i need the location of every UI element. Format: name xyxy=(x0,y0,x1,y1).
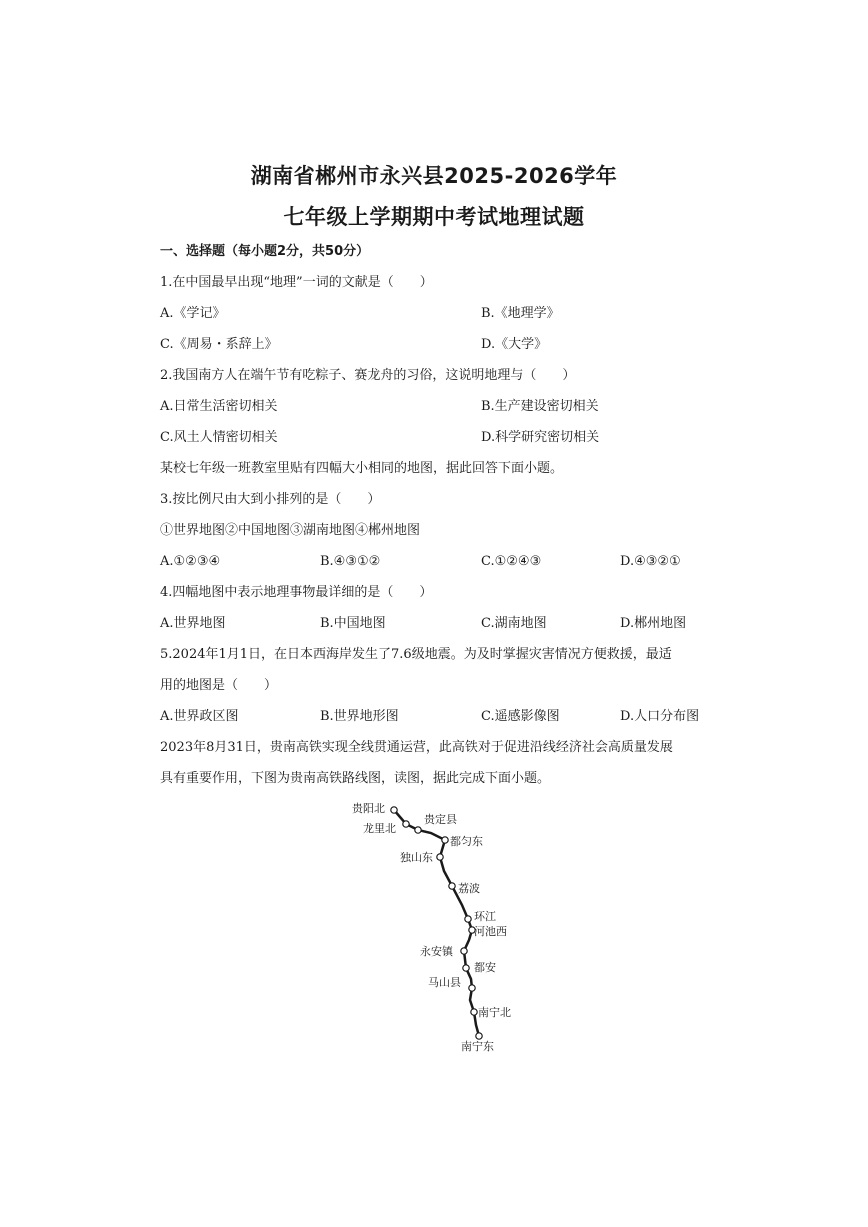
q5-option-c: C.遥感影像图 xyxy=(481,709,560,724)
q2-stem: 2.我国南方人在端午节有吃粽子、赛龙舟的习俗，这说明地理与（ ） xyxy=(160,368,576,383)
q3-option-c: C.①②④③ xyxy=(481,554,542,569)
q5-stem-line-2: 用的地图是（ ） xyxy=(160,678,278,693)
q2-option-b: B.生产建设密切相关 xyxy=(481,399,599,414)
station-label: 独山东 xyxy=(400,851,433,864)
section-heading: 一、选择题（每小题2分，共50分） xyxy=(160,244,370,259)
q5-option-d: D.人口分布图 xyxy=(620,709,700,724)
station-label: 荔波 xyxy=(458,882,480,895)
intro-q3-q4: 某校七年级一班教室里贴有四幅大小相同的地图，据此回答下面小题。 xyxy=(160,461,564,476)
title-line-2: 七年级上学期期中考试地理试题 xyxy=(283,205,585,229)
q4-stem: 4.四幅地图中表示地理事物最详细的是（ ） xyxy=(160,585,433,600)
q5-stem-line-1: 5.2024年1月1日，在日本西海岸发生了7.6级地震。为及时掌握灾害情况方便救援，最适 xyxy=(160,647,672,662)
station-marker xyxy=(449,883,455,889)
station-marker xyxy=(465,916,471,922)
q3-option-b: B.④③①② xyxy=(320,554,381,569)
q2-option-a: A.日常生活密切相关 xyxy=(160,399,278,414)
intro-rail-line-2: 具有重要作用，下图为贵南高铁路线图，读图，据此完成下面小题。 xyxy=(160,771,551,786)
q3-stem: 3.按比例尺由大到小排列的是（ ） xyxy=(160,492,381,507)
q3-option-d: D.④③②① xyxy=(620,554,681,569)
station-marker xyxy=(442,837,448,843)
station-label: 龙里北 xyxy=(363,822,396,835)
q3-list: ①世界地图②中国地图③湖南地图④郴州地图 xyxy=(160,523,421,538)
intro-rail-line-1: 2023年8月31日，贵南高铁实现全线贯通运营，此高铁对于促进沿线经济社会高质量发展 xyxy=(160,740,673,755)
station-marker xyxy=(415,827,421,833)
station-marker xyxy=(437,854,443,860)
station-label: 都匀东 xyxy=(450,835,483,848)
station-marker xyxy=(391,807,397,813)
station-marker xyxy=(461,948,467,954)
station-label: 南宁东 xyxy=(461,1040,494,1053)
q4-option-b: B.中国地图 xyxy=(320,616,386,631)
station-label: 环江 xyxy=(474,910,496,923)
q4-option-a: A.世界地图 xyxy=(160,616,226,631)
q1-option-d: D.《大学》 xyxy=(481,337,548,352)
q2-option-c: C.风土人情密切相关 xyxy=(160,430,278,445)
title-line-1: 湖南省郴州市永兴县2025-2026学年 xyxy=(250,164,618,188)
station-label: 都安 xyxy=(474,961,496,974)
q1-option-b: B.《地理学》 xyxy=(481,306,560,321)
q1-stem: 1.在中国最早出现“地理”一词的文献是（ ） xyxy=(160,275,433,290)
q5-option-b: B.世界地形图 xyxy=(320,709,399,724)
station-label: 永安镇 xyxy=(420,945,453,958)
station-label: 河池西 xyxy=(474,925,507,938)
q4-option-c: C.湖南地图 xyxy=(481,616,547,631)
station-marker xyxy=(403,821,409,827)
station-label: 贵定县 xyxy=(424,813,457,826)
q4-option-d: D.郴州地图 xyxy=(620,616,687,631)
station-label: 贵阳北 xyxy=(352,802,385,815)
station-marker xyxy=(476,1033,482,1039)
station-marker xyxy=(469,985,475,991)
q3-option-a: A.①②③④ xyxy=(160,554,221,569)
q5-option-a: A.世界政区图 xyxy=(160,709,239,724)
q1-option-c: C.《周易・系辞上》 xyxy=(160,337,278,352)
station-marker xyxy=(463,965,469,971)
station-marker xyxy=(471,1009,477,1015)
station-label: 马山县 xyxy=(428,976,461,989)
q2-option-d: D.科学研究密切相关 xyxy=(481,430,600,445)
station-label: 南宁北 xyxy=(478,1006,511,1019)
q1-option-a: A.《学记》 xyxy=(160,306,226,321)
